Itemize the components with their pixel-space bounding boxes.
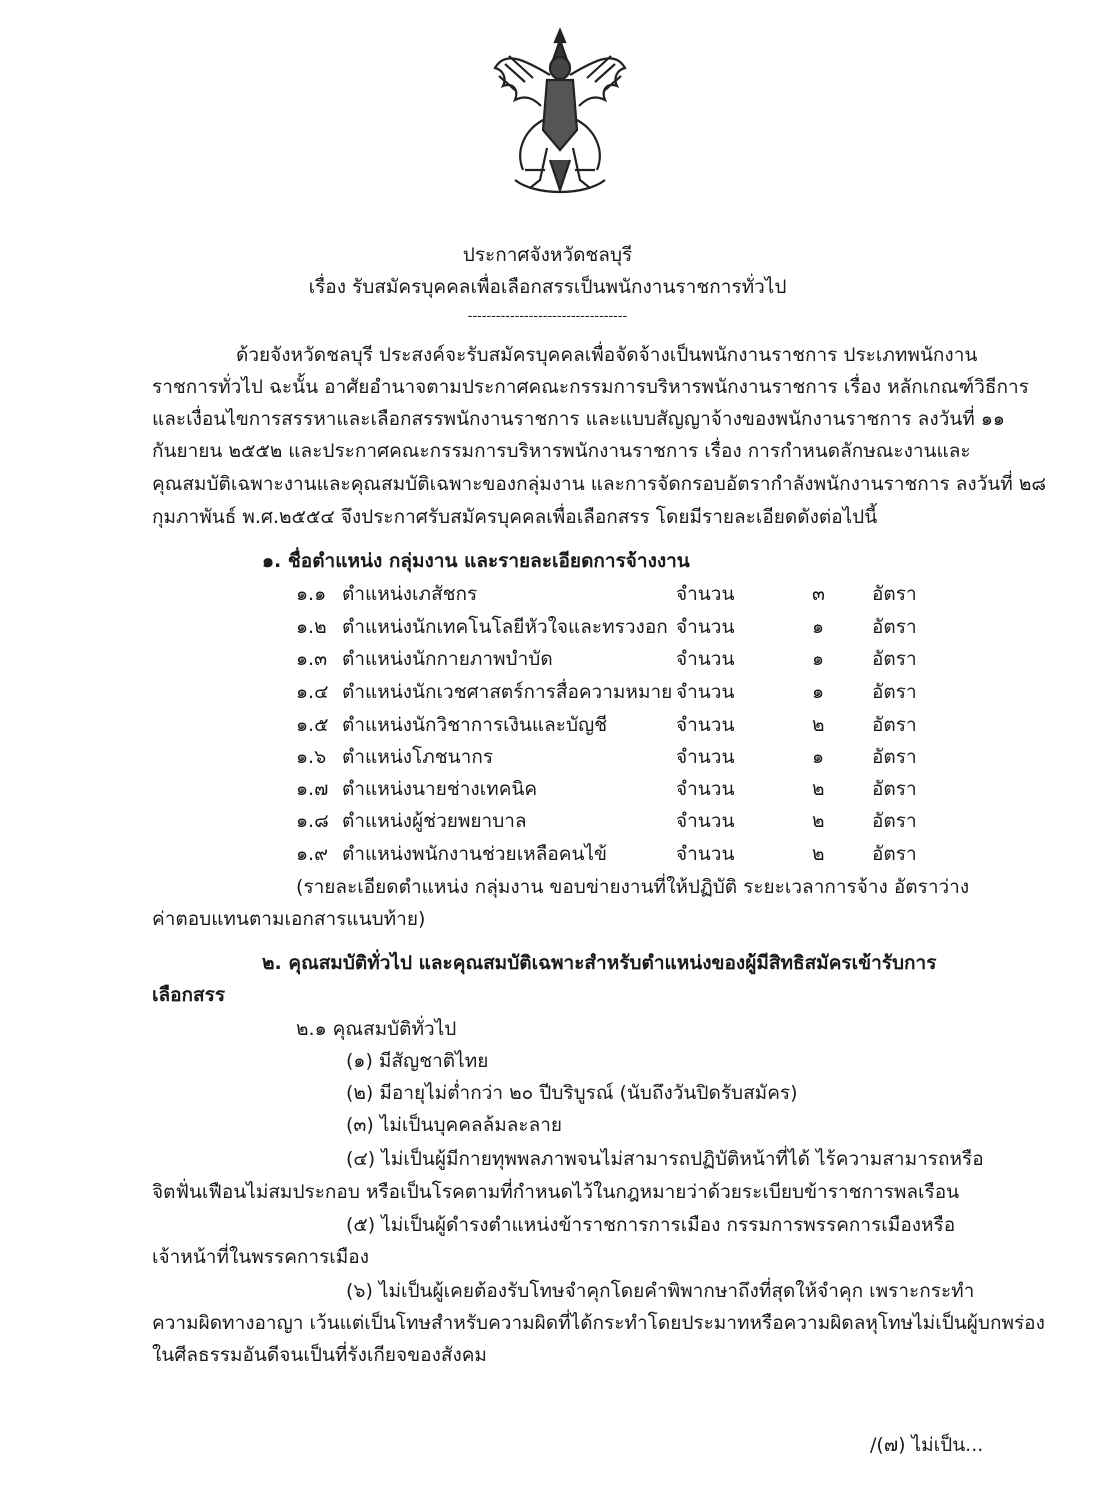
count-label: จำนวน: [676, 681, 735, 703]
position-name: ตำแหน่งโภชนากร: [342, 746, 494, 768]
qualification-item: (๑) มีสัญชาติไทย: [346, 1050, 489, 1072]
intro-line: คุณสมบัติเฉพาะงานและคุณสมบัติเฉพาะของกลุ่มงาน และการจัดกรอบอัตรากำลังพนักงานราชการ ลงวันที่ ๒๘: [152, 473, 1047, 495]
section2-subtitle: ๒.๑ คุณสมบัติทั่วไป: [296, 1018, 457, 1040]
count-label: จำนวน: [676, 583, 735, 605]
qualification-item: (๒) มีอายุไม่ต่ำกว่า ๒๐ ปีบริบูรณ์ (นับถึงวันปิดรับสมัคร): [346, 1082, 798, 1104]
positions-note: ค่าตอบแทนตามเอกสารแนบท้าย): [152, 908, 426, 930]
position-number: ๑.๘: [296, 810, 329, 832]
count-unit: อัตรา: [872, 746, 917, 768]
count-unit: อัตรา: [872, 681, 917, 703]
continuation-marker: /(๗) ไม่เป็น...: [870, 1434, 984, 1456]
position-row: [296, 806, 936, 836]
qualification-item: (๔) ไม่เป็นผู้มีกายทุพพลภาพจนไม่สามารถปฏิบัติหน้าที่ได้ ไร้ความสามารถหรือ: [346, 1148, 984, 1170]
count-label: จำนวน: [676, 778, 735, 800]
position-row: [296, 644, 936, 674]
qualification-item: (๖) ไม่เป็นผู้เคยต้องรับโทษจำคุกโดยคำพิพากษาถึงที่สุดให้จำคุก เพราะกระทำ: [346, 1280, 975, 1302]
section2-title: เลือกสรร: [152, 984, 226, 1006]
count-value: ๒: [812, 843, 825, 865]
count-label: จำนวน: [676, 746, 735, 768]
intro-line: กันยายน ๒๕๕๒ และประกาศคณะกรรมการบริหารพนักงานราชการ เรื่อง การกำหนดลักษณะงานและ: [152, 440, 971, 462]
position-number: ๑.๖: [296, 746, 327, 768]
position-number: ๑.๕: [296, 714, 329, 736]
garuda-emblem-icon: [485, 20, 635, 200]
position-name: ตำแหน่งเภสัชกร: [342, 583, 478, 605]
position-name: ตำแหน่งผู้ช่วยพยาบาล: [342, 810, 527, 832]
qualification-item: เจ้าหน้าที่ในพรรคการเมือง: [152, 1246, 369, 1268]
position-name: ตำแหน่งนายช่างเทคนิค: [342, 778, 538, 800]
count-label: จำนวน: [676, 714, 735, 736]
position-name: ตำแหน่งนักวิชาการเงินและบัญชี: [342, 714, 608, 736]
count-label: จำนวน: [676, 616, 735, 638]
count-value: ๑: [812, 648, 825, 670]
announcement-title: ประกาศจังหวัดชลบุรี: [462, 244, 633, 266]
qualification-item: (๕) ไม่เป็นผู้ดำรงตำแหน่งข้าราชการการเมือง กรรมการพรรคการเมืองหรือ: [346, 1214, 956, 1236]
position-row: [296, 774, 936, 804]
section2-title: ๒. คุณสมบัติทั่วไป และคุณสมบัติเฉพาะสำหรับตำแหน่งของผู้มีสิทธิสมัครเข้ารับการ: [262, 952, 937, 974]
qualification-item: ความผิดทางอาญา เว้นแต่เป็นโทษสำหรับความผิดที่ได้กระทำโดยประมาทหรือความผิดลหุโทษไม่เป็นผู้บกพร่อง: [152, 1312, 1045, 1334]
count-unit: อัตรา: [872, 810, 917, 832]
count-value: ๑: [812, 746, 825, 768]
position-row: [296, 612, 936, 642]
position-number: ๑.๙: [296, 843, 329, 865]
intro-line: ด้วยจังหวัดชลบุรี ประสงค์จะรับสมัครบุคคลเพื่อจัดจ้างเป็นพนักงานราชการ ประเภทพนักงาน: [236, 344, 978, 366]
intro-line: และเงื่อนไขการสรรหาและเลือกสรรพนักงานราชการ และแบบสัญญาจ้างของพนักงานราชการ ลงวันที่ ๑๑: [152, 408, 1005, 430]
count-value: ๑: [812, 616, 825, 638]
count-value: ๒: [812, 810, 825, 832]
position-number: ๑.๒: [296, 616, 327, 638]
position-row: [296, 677, 936, 707]
position-number: ๑.๓: [296, 648, 328, 670]
position-row: [296, 742, 936, 772]
count-unit: อัตรา: [872, 714, 917, 736]
count-unit: อัตรา: [872, 616, 917, 638]
intro-line: ราชการทั่วไป ฉะนั้น อาศัยอำนาจตามประกาศคณะกรรมการบริหารพนักงานราชการ เรื่อง หลักเกณฑ์วิธีการ: [152, 376, 1029, 398]
position-row: [296, 839, 936, 869]
count-unit: อัตรา: [872, 778, 917, 800]
qualification-item: ในศีลธรรมอันดีจนเป็นที่รังเกียจของสังคม: [152, 1344, 487, 1366]
positions-note: (รายละเอียดตำแหน่ง กลุ่มงาน ขอบข่ายงานที่ให้ปฏิบัติ ระยะเวลาการจ้าง อัตราว่าง: [296, 876, 970, 898]
count-label: จำนวน: [676, 843, 735, 865]
section1-title: ๑. ชื่อตำแหน่ง กลุ่มงาน และรายละเอียดการจ้างงาน: [262, 550, 690, 572]
position-number: ๑.๑: [296, 583, 327, 605]
count-label: จำนวน: [676, 648, 735, 670]
qualification-item: จิตฟั่นเฟือนไม่สมประกอบ หรือเป็นโรคตามที่กำหนดไว้ในกฎหมายว่าด้วยระเบียบข้าราชการพลเรือน: [152, 1181, 960, 1203]
count-unit: อัตรา: [872, 648, 917, 670]
position-name: ตำแหน่งพนักงานช่วยเหลือคนไข้: [342, 843, 608, 865]
count-unit: อัตรา: [872, 583, 917, 605]
announcement-subject: เรื่อง รับสมัครบุคคลเพื่อเลือกสรรเป็นพนักงานราชการทั่วไป: [308, 276, 787, 298]
title-divider: ----------------------------------: [467, 309, 628, 324]
count-value: ๓: [812, 583, 825, 605]
position-row: [296, 579, 936, 609]
count-value: ๑: [812, 681, 825, 703]
position-name: ตำแหน่งนักเทคโนโลยีหัวใจและทรวงอก: [342, 616, 668, 638]
count-unit: อัตรา: [872, 843, 917, 865]
count-value: ๒: [812, 778, 825, 800]
position-number: ๑.๗: [296, 778, 329, 800]
position-name: ตำแหน่งนักกายภาพบำบัด: [342, 648, 553, 670]
intro-line: กุมภาพันธ์ พ.ศ.๒๕๕๔ จึงประกาศรับสมัครบุคคลเพื่อเลือกสรร โดยมีรายละเอียดดังต่อไปนี้: [152, 506, 878, 528]
count-label: จำนวน: [676, 810, 735, 832]
position-name: ตำแหน่งนักเวชศาสตร์การสื่อความหมาย: [342, 681, 673, 703]
qualification-item: (๓) ไม่เป็นบุคคลล้มละลาย: [346, 1114, 563, 1136]
count-value: ๒: [812, 714, 825, 736]
position-number: ๑.๔: [296, 681, 329, 703]
position-row: [296, 710, 936, 740]
